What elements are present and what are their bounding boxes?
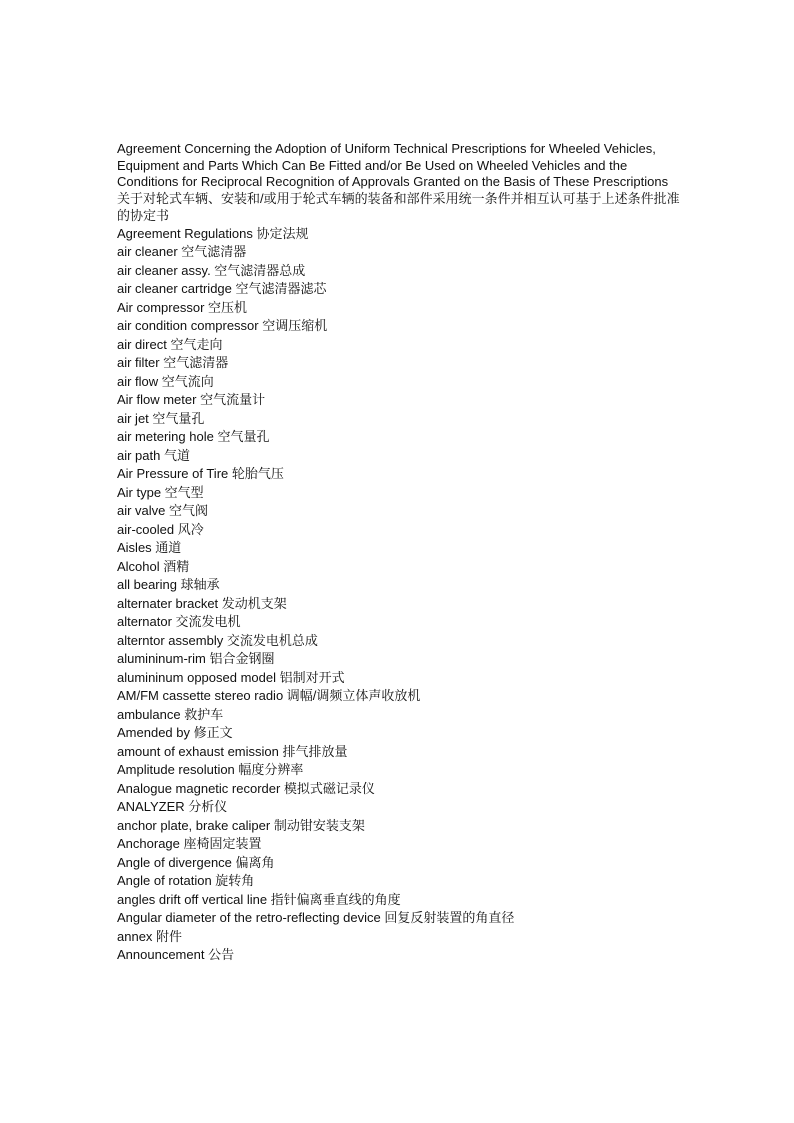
glossary-entry: AM/FM cassette stereo radio 调幅/调频立体声收放机 <box>117 688 421 704</box>
glossary-entry: Angular diameter of the retro-reflecting device 回复反射装置的角直径 <box>117 910 515 926</box>
glossary-list <box>117 225 682 965</box>
glossary-entry: air path 气道 <box>117 447 190 463</box>
glossary-entry: air flow 空气流向 <box>117 373 214 389</box>
glossary-entry: Air compressor 空压机 <box>117 299 248 315</box>
glossary-entry: air jet 空气量孔 <box>117 410 205 426</box>
glossary-entry: air cleaner 空气滤清器 <box>117 244 247 260</box>
glossary-entry: angles drift off vertical line 指针偏离垂直线的角度 <box>117 891 401 907</box>
glossary-entry: air-cooled 风冷 <box>117 521 204 537</box>
glossary-entry: Amplitude resolution 幅度分辨率 <box>117 762 304 778</box>
glossary-entry: air cleaner cartridge 空气滤清器滤芯 <box>117 281 327 297</box>
glossary-entry: alternater bracket 发动机支架 <box>117 595 287 611</box>
glossary-entry: ambulance 救护车 <box>117 706 224 722</box>
glossary-entry: Angle of divergence 偏离角 <box>117 854 275 870</box>
glossary-entry: anchor plate, brake caliper 制动钳安装支架 <box>117 817 365 833</box>
document-page <box>117 141 682 965</box>
glossary-entry: alterntor assembly 交流发电机总成 <box>117 632 318 648</box>
glossary-entry: Air flow meter 空气流量计 <box>117 392 266 408</box>
glossary-entry: Angle of rotation 旋转角 <box>117 873 255 889</box>
glossary-entry: Agreement Regulations 协定法规 <box>117 225 309 241</box>
glossary-entry: Alcohol 酒精 <box>117 558 190 574</box>
glossary-entry: alternator 交流发电机 <box>117 614 241 630</box>
glossary-entry: Air Pressure of Tire 轮胎气压 <box>117 466 284 482</box>
glossary-entry: annex 附件 <box>117 928 183 944</box>
glossary-entry: air cleaner assy. 空气滤清器总成 <box>117 262 306 278</box>
intro-paragraph: Agreement Concerning the Adoption of Uniform Technical Prescriptions for Wheeled Vehicles, Equipment and Parts Which Can Be Fitted and/or Be Used on Wheeled Vehicles and the Conditions for Reciprocal Recognition of Approvals Granted on the Basis of These Prescriptions 关于对轮式车辆、安装和/或用于轮式车辆的装备和部件采用统一条件并相互认可基于上述条件批准的协定书 <box>117 141 680 223</box>
glossary-entry: air direct 空气走向 <box>117 336 223 352</box>
glossary-entry: Air type 空气型 <box>117 484 204 500</box>
glossary-entry: alumininum opposed model 铝制对开式 <box>117 669 345 685</box>
glossary-entry: Amended by 修正文 <box>117 725 233 741</box>
glossary-entry: all bearing 球轴承 <box>117 577 220 593</box>
glossary-entry: amount of exhaust emission 排气排放量 <box>117 743 348 759</box>
glossary-entry: air metering hole 空气量孔 <box>117 429 270 445</box>
glossary-entry: Analogue magnetic recorder 模拟式磁记录仪 <box>117 780 375 796</box>
glossary-entry: air condition compressor 空调压缩机 <box>117 318 328 334</box>
glossary-entry: ANALYZER 分析仪 <box>117 799 228 815</box>
glossary-entry: air filter 空气滤清器 <box>117 355 229 371</box>
glossary-entry: air valve 空气阀 <box>117 503 209 519</box>
glossary-entry: Aisles 通道 <box>117 540 182 556</box>
glossary-entry: Announcement 公告 <box>117 947 235 963</box>
glossary-entry: alumininum-rim 铝合金钢圈 <box>117 651 275 667</box>
glossary-entry: Anchorage 座椅固定装置 <box>117 836 262 852</box>
